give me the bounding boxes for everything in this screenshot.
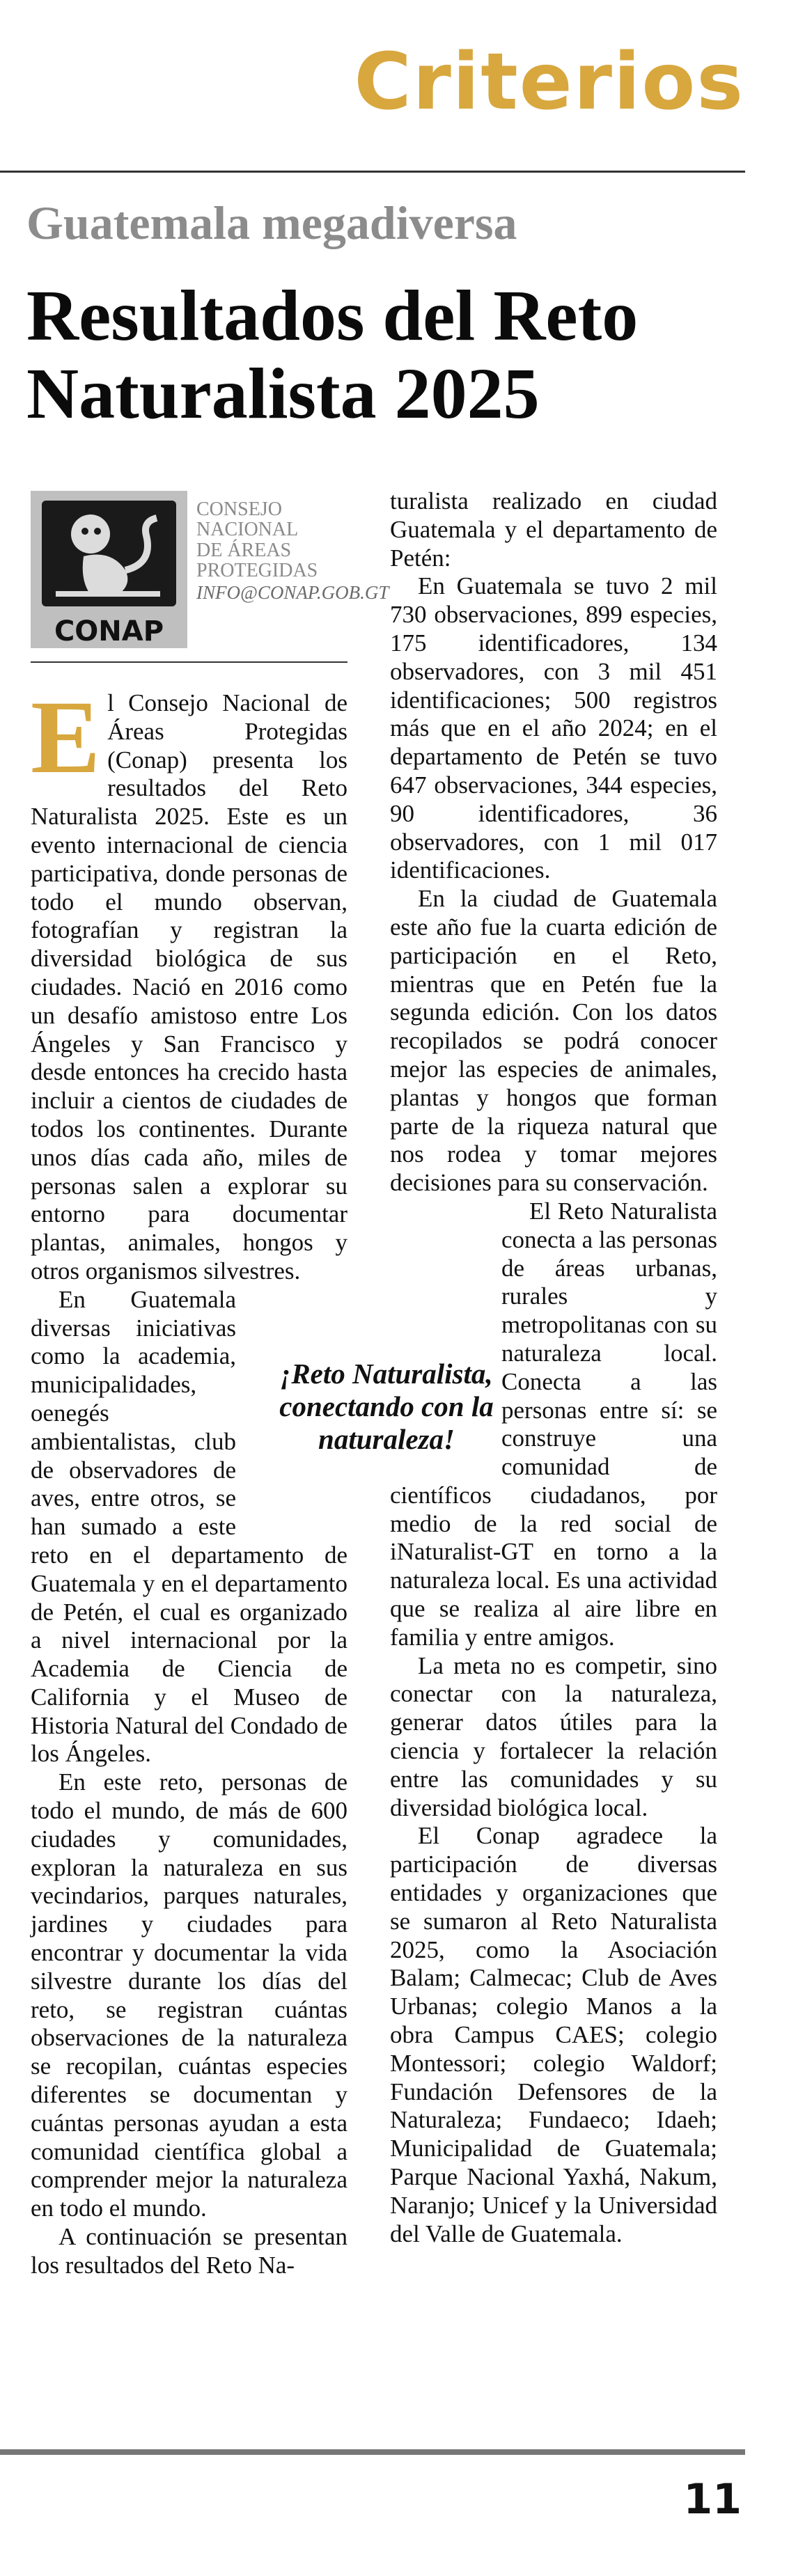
article-column-left	[31, 680, 347, 2280]
org-name	[196, 498, 389, 603]
org-line: PROTEGIDAS	[196, 560, 318, 582]
logo-text: CONAP	[31, 615, 187, 648]
paragraph: El Conap agradece la participación de diversas entidades y organizaciones que se sumaron al Reto Naturalista 2025, como la Asociación Balam; Calmecac; Club de Aves Urbanas; colegio Manos a la obra Campus CAES; colegio Montessori; colegio Waldorf; Fundación Defensores de la Naturaleza; Fundaeco; Idaeh; Municipalidad de Guatemala; Parque Nacional Yaxhá, Nakum, Naranjo; Unicef y la Universidad del Valle de Guatemala.	[390, 1822, 717, 2247]
paragraph: A continuación se presentan los resultados del Reto Na-	[31, 2223, 347, 2279]
paragraph-text: El Reto Naturalista conecta a las personas de áreas urbanas, rurales y metropolitanas con su naturaleza local. Conecta a las personas entre sí: se construye una comunidad de científicos ciudadanos, por medio de la red social de iNaturalist-GT en torno a la naturaleza local. Es una actividad que se realiza al aire libre en familia y entre amigos.	[390, 1197, 717, 1651]
headline: Resultados del Reto Naturalista 2025	[26, 276, 639, 434]
conap-logo	[31, 491, 187, 647]
paragraph: turalista realizado en ciudad Guatemala y el departamento de Petén:	[390, 487, 717, 572]
paragraph: En Guatemala se tuvo 2 mil 730 observaciones, 899 especies, 175 identificadores, 134 observadores, con 3 mil 451 identificaciones; 500 registros más que en el año 2024; en el departamento de Petén se tuvo 647 observaciones, 344 especies, 90 identificadores, 36 observadores, con 1 mil 017 identificaciones.	[390, 572, 717, 884]
org-line: CONSEJO	[196, 498, 282, 520]
paragraph-text: En Guatemala diversas iniciativas como la academia, municipalidades, oenegés ambientalistas, club de observadores de aves, entre otros, se han sumado a este reto en el departamento de Guatemala y en el departamento de Petén, el cual es organizado a nivel internacional por la Academia de Ciencia de California y el Museo de Historia Natural del Condado de los Ángeles.	[31, 1285, 347, 1768]
dropcap: E	[31, 680, 101, 795]
org-email: INFO@CONAP.GOB.GT	[196, 581, 389, 603]
section-label: Criterios	[354, 37, 744, 127]
top-rule	[0, 171, 745, 173]
page-number: 11	[683, 2475, 742, 2524]
paragraph-text: l Consejo Nacional de Áreas Protegidas (Conap) presenta los resultados del Reto Naturalista 2025. Este es un evento internacional de ciencia participativa, donde personas de todo el mundo observan, fotografían y registran la diversidad biológica de sus ciudades. Nació en 2016 como un desafío amistoso entre Los Ángeles y San Francisco y desde entonces ha crecido hasta incluir a cientos de ciudades de todos los continentes. Durante unos días cada año, miles de personas salen a explorar su entorno para documentar plantas, animales, hongos y otros organismos silvestres.	[31, 689, 347, 1285]
monkey-logo-icon	[31, 491, 187, 616]
bottom-rule	[0, 2449, 745, 2455]
paragraph: La meta no es competir, sino conectar con la naturaleza, generar datos útiles para la ciencia y fortalecer la relación entre las comunidades y su diversidad biológica local.	[390, 1651, 717, 1821]
byline	[31, 491, 389, 663]
paragraph: En este reto, personas de todo el mundo, de más de 600 ciudades y comunidades, exploran la naturaleza en sus vecindarios, parques naturales, jardines y ciudades para encontrar y documentar la vida silvestre durante los días del reto, se registran cuántas observaciones de la naturaleza se recopilan, cuántas especies diferentes se documentan y cuántas personas ayudan a esta comunidad científica global a comprender mejor la naturaleza en todo el mundo.	[31, 1768, 347, 2222]
paragraph: En la ciudad de Guatemala este año fue la cuarta edición de participación en el Reto, mientras que en Petén fue la segunda edición. Con los datos recopilados se podrá conocer mejor las especies de animales, plantas y hongos que forman parte de la riqueza natural que nos rodea y tomar mejores decisiones para su conservación.	[390, 885, 717, 1197]
kicker: Guatemala megadiversa	[26, 196, 517, 249]
org-line: DE ÁREAS	[196, 539, 292, 561]
org-line: NACIONAL	[196, 519, 299, 541]
monkey-icon	[42, 501, 176, 606]
pullquote: ¡Reto Naturalista, conectando con la naturaleza!	[279, 1358, 494, 1456]
paragraph	[31, 680, 347, 1286]
